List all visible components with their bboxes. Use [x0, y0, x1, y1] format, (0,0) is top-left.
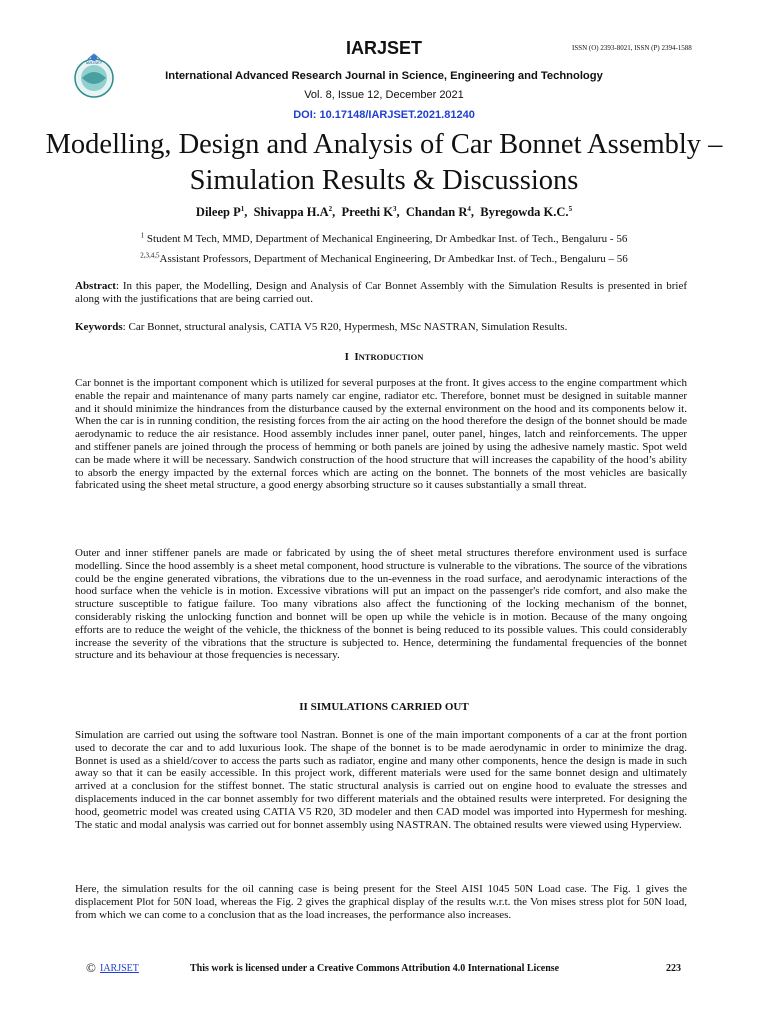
author-name: Preethi K	[341, 205, 393, 219]
author-affiliation-sup: 4	[467, 204, 471, 213]
affiliation-1	[0, 233, 768, 245]
author-affiliation-sup: 2	[328, 204, 333, 213]
intro-paragraph-2: Outer and inner stiffener panels are made or fabricated by using the of sheet metal structures therefore environment used is surface modelling. Since the hood assembly is a sheet metal component, hood structure is vulnerable to the vibrations. The source of the vibrations could be the engine generated vibrations, the vibrations due to the un-evenness in the road surface, and aerodynamic interactions of the hood surface when the vehicle is in motion. Excessive vibrations will put an impact on the passenger's ride comfort, and also make the structure susceptible to fatigue failure. Too many vibrations also affect the functioning of the locking mechanism of the bonnet, considerably risking the unlocking function and bonnet will be open up while the vehicle is in motion. Because of the many ongoing efforts are to reduce the weight of the vehicle, the thickness of the bonnet is being reduced to its possible values. This could considerably increase the severity of the vibrations that the structure is subjected to. Hence, determining the fundamental frequencies of the bonnet structure and its behaviour at those frequencies is necessary.	[75, 547, 687, 662]
abstract-text: : In this paper, the Modelling, Design and Analysis of Car Bonnet Assembly with the Simulation Results is presented in brief along with the justifications that are being carried out.	[75, 280, 687, 305]
author-name: Byregowda K.C.	[480, 205, 569, 219]
section-1-rest: NTRODUCTION	[358, 352, 424, 362]
abstract	[75, 280, 687, 306]
affiliation-1-sup: 1	[140, 231, 145, 240]
doi-link[interactable]: DOI: 10.17148/IARJSET.2021.81240	[293, 109, 475, 121]
simulation-paragraph-2: Here, the simulation results for the oil canning case is being present for the Steel AISI 1045 50N Load case. The Fig. 1 gives the displacement Plot for 50N load, whereas the Fig. 2 gives the graphical display of the results w.r.t. the Von mises stress plot for 50N load, from which we can come to a conclusion that as the load increases, the performance also increases.	[75, 883, 687, 921]
journal-full-name: International Advanced Research Journal in Science, Engineering and Technology	[165, 70, 603, 82]
copyright-symbol: ©	[86, 960, 96, 975]
abstract-label: Abstract	[75, 280, 116, 292]
license-text: This work is licensed under a Creative Commons Attribution 4.0 International License	[190, 963, 560, 974]
affiliation-2	[0, 253, 768, 265]
simulation-paragraph-1: Simulation are carried out using the software tool Nastran. Bonnet is one of the main important components of a car at the front portion used to decorate the car and to add luxurious look. The shape of the bonnet is to be made aerodynamic in order to minimize the drag. Bonnet is used as a shield/cover to access the parts such as radiator, engine and many other components, hence the design is made in such away so that it can be easily accessible. In this project work, different materials were used for the same bonnet design and ultimately arrived at a conclusion for the stiffest bonnet. The static structural analysis is carried out on engine hood to evaluate the stresses and displacements induced in the car bonnet assembly for two different materials and the obtained results were interpreted. For designing the hood, geometric model was created using CATIA V5 R20, 3D modeler and then CAD model was imported into Hypermesh for meshing. The static and modal analysis was carried out for bonnet assembly using NASTRAN. The obtained results were viewed using Hyperview.	[75, 729, 687, 831]
author-affiliation-sup: 5	[568, 204, 573, 213]
author-name: Dileep P	[195, 205, 241, 219]
page-number: 223	[666, 963, 681, 974]
author-name: Shivappa H.A	[253, 205, 329, 219]
author-list: Dileep $P^1$, Shivappa $H.A^2$, Preethi $K^3$, Chandan $R^4$, Byregowda K.C.$^5$	[195, 204, 573, 219]
journal-name: IARJSET	[345, 38, 423, 58]
affiliation-2-text: Assistant Professors, Department of Mechanical Engineering, Dr Ambedkar Inst. of Tech., Bengaluru – 56	[159, 253, 628, 265]
intro-paragraph-1: Car bonnet is the important component which is utilized for several purposes at the front. It gives access to the engine compartment which enable the repair and maintenance of many parts namely car engine, radiator etc. Therefore, bonnet must be designed in suitable manner and it should minimize the hindrances from the disturbance caused by the external environment on the hood and its components below it. When the car is in running condition, the resisting forces from the air acting on the hood therefore the design of the bonnet should be made aerodynamic to reduce the air resistance. Hood assembly includes inner panel, outer panel, hinges, latch and reinforcements. The upper and stiffener panels are joined through the process of hemming or both panels are joined by using the adhesive namely mastic. Spot weld can be made where it will be necessary. Sandwich construction of the hood structure that will increases the capability of the hood’s ability to absorb the energy impacted by the external forces which are acting on the bonnet. The bonnets of the most vehicles are basically fabricated using the sheet metal structure, a good energy absorbing structure so it causes substantially a small threat.	[75, 377, 687, 492]
issn: ISSN (O) 2393-8021, ISSN (P) 2394-1588	[572, 44, 692, 52]
logo-text: IARJSET	[85, 60, 103, 65]
footer-publisher-link[interactable]: IARJSET	[100, 963, 139, 974]
section-heading-introduction	[0, 351, 768, 363]
section-1-first-letter: I	[354, 351, 359, 363]
affiliation-1-text: Student M Tech, MMD, Department of Mechanical Engineering, Dr Ambedkar Inst. of Tech., Bengaluru - 56	[144, 233, 628, 245]
keywords-text: : Car Bonnet, structural analysis, CATIA V5 R20, Hypermesh, MSc NASTRAN, Simulation Results.	[122, 321, 568, 333]
author-name: Chandan R	[405, 205, 468, 219]
keywords-label: Keywords	[75, 321, 123, 333]
volume-issue: Vol. 8, Issue 12, December 2021	[304, 89, 464, 101]
section-heading-simulations: II SIMULATIONS CARRIED OUT	[299, 701, 469, 713]
section-1-number: I	[344, 351, 349, 363]
author-affiliation-sup: 3	[393, 204, 397, 213]
affiliation-2-sup: 2,3,4,5	[140, 251, 160, 260]
author-affiliation-sup: 1	[240, 204, 245, 213]
keywords	[75, 321, 687, 334]
paper-title: Modelling, Design and Analysis of Car Bonnet Assembly – Simulation Results & Discussions	[45, 129, 723, 196]
